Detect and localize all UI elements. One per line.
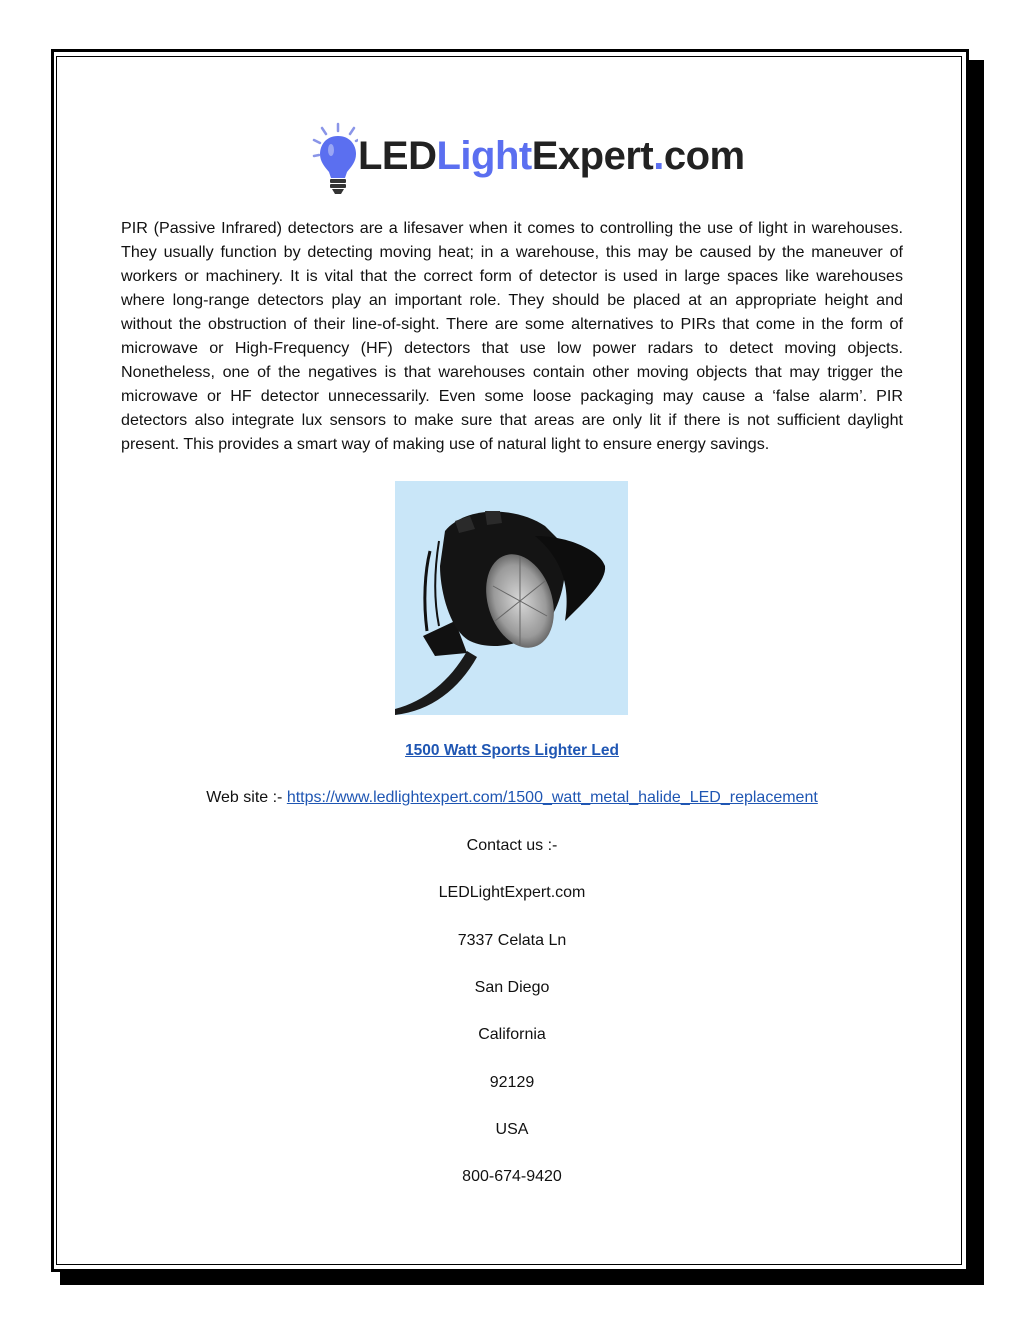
website-label: Web site :- — [206, 789, 287, 806]
contact-company: LEDLightExpert.com — [438, 884, 586, 901]
sports-light-illustration — [395, 481, 628, 715]
logo-part-com: com — [663, 134, 745, 178]
contact-street: 7337 Celata Ln — [457, 932, 567, 949]
website-link[interactable]: https://www.ledlightexpert.com/1500_watt_metal_halide_LED_replacement — [286, 789, 818, 806]
website-row — [56, 787, 968, 809]
lightbulb-icon — [310, 122, 358, 196]
logo-part-light: Light — [436, 134, 532, 178]
logo-wordmark — [358, 130, 745, 182]
contact-heading: Contact us :- — [466, 837, 558, 854]
product-link[interactable]: 1500 Watt Sports Lighter Led — [405, 742, 619, 759]
contact-phone: 800-674-9420 — [462, 1168, 562, 1185]
contact-state: California — [478, 1026, 546, 1043]
contact-zip: 92129 — [489, 1074, 535, 1091]
logo-part-led: LED — [358, 134, 437, 178]
product-photo — [395, 481, 628, 715]
product-link-row — [56, 740, 968, 762]
logo-part-expert: Expert — [531, 134, 654, 178]
body-paragraph: PIR (Passive Infrared) detectors are a lifesaver when it comes to controlling the use of light in warehouses. They usually function by detecting moving heat; in a warehouse, this may be caused by the maneuver of workers or machinery. It is vital that the correct form of detector is used in large spaces like warehouses where long-range detectors play an important role. They should be placed at an appropriate height and without the obstruction of their line-of-sight. There are some alternatives to PIRs that come in the form of microwave or High-Frequency (HF) detectors that use low power radars to detect moving objects. Nonetheless, one of the negatives is that warehouses contain other moving objects that may trigger the microwave or HF detector unnecessarily. Even some loose packaging may cause a ‘false alarm’. PIR detectors also integrate lux sensors to make sure that areas are only lit if there is not sufficient daylight present. This provides a smart way of making use of natural light to ensure energy savings. — [121, 219, 903, 453]
brand-logo — [310, 122, 745, 196]
contact-city: San Diego — [474, 979, 550, 996]
contact-country: USA — [495, 1121, 529, 1138]
logo-part-dot: . — [653, 134, 664, 178]
